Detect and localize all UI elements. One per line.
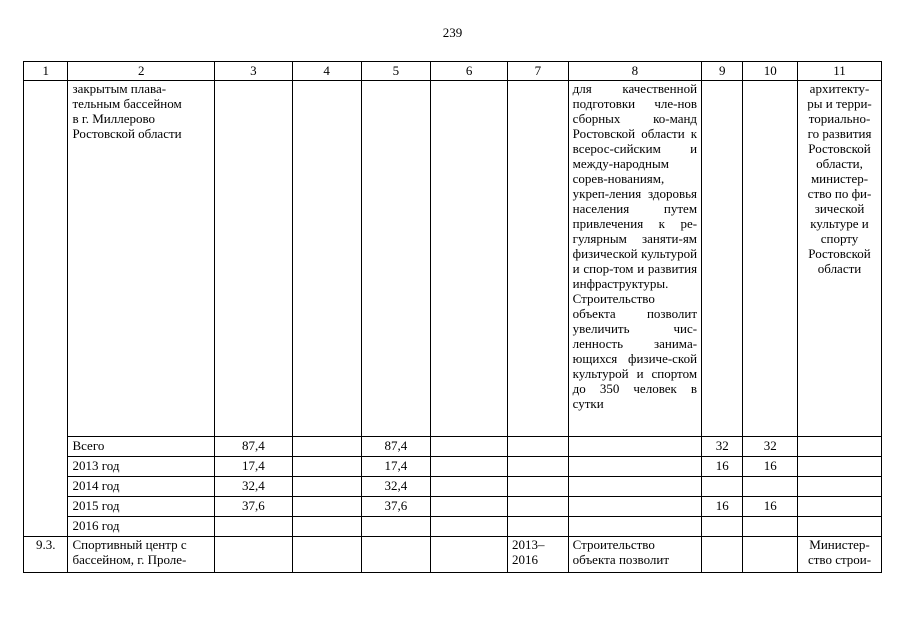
table-row [24,457,882,477]
header-cell-2: 2 [68,62,215,81]
empty-cell [702,81,743,437]
empty-cell [508,517,569,537]
budget-value: 87,4 [361,437,431,457]
page-number: 239 [442,25,463,40]
total-value: 37,6 [214,497,292,517]
header-cell-3: 3 [214,62,292,81]
empty-cell [568,477,701,497]
budget-value: 32,4 [361,477,431,497]
empty-cell [431,477,508,497]
empty-cell [431,81,508,437]
header-cell-9: 9 [702,62,743,81]
description-cell: для качественной подготовки чле-нов сборных ко-манд Ростовской области к всерос-сийским и между-народным сорев-нованиям, укреп-ления здоровья населения путем привлечения к ре-гулярным заняти-ям физической культурой и спор-том и развития инфраструктуры. Строительство объекта позволит увеличить чис-ленность занима-ющихся физиче-ской культурой и спортом до 350 человек в сутки [568,81,701,437]
count-value: 16 [702,497,743,517]
empty-cell [508,497,569,517]
count-value: 16 [702,457,743,477]
program-table [23,61,882,573]
empty-cell [568,517,701,537]
empty-cell [431,437,508,457]
table-row [24,437,882,457]
header-cell-4: 4 [292,62,361,81]
table-row [24,497,882,517]
header-cell-11: 11 [798,62,882,81]
empty-cell [568,457,701,477]
empty-cell [743,81,798,437]
empty-cell [292,437,361,457]
header-cell-5: 5 [361,62,431,81]
responsible-cell: Министер- ство строи- [798,537,882,573]
count-value: 32 [702,437,743,457]
empty-cell [431,497,508,517]
header-cell-8: 8 [568,62,701,81]
empty-cell [214,537,292,573]
empty-cell [292,81,361,437]
total-value: 87,4 [214,437,292,457]
budget-value: 37,6 [361,497,431,517]
empty-cell [214,81,292,437]
table-row [24,537,882,573]
empty-cell [431,537,508,573]
count-value [702,517,743,537]
count-value [702,477,743,497]
empty-cell [508,457,569,477]
header-cell-6: 6 [431,62,508,81]
empty-cell [798,517,882,537]
table-row [24,517,882,537]
period-label: 2015 год [68,497,215,517]
empty-cell [702,537,743,573]
empty-cell [431,457,508,477]
count-value [743,517,798,537]
row-number-cell [24,81,68,537]
empty-cell [292,477,361,497]
budget-value [361,517,431,537]
count-value: 32 [743,437,798,457]
count-value: 16 [743,457,798,477]
empty-cell [292,517,361,537]
period-label: 2016 год [68,517,215,537]
empty-cell [361,537,431,573]
empty-cell [508,437,569,457]
empty-cell [292,497,361,517]
total-value [214,517,292,537]
period-label: 2014 год [68,477,215,497]
term-cell: 2013– 2016 [508,537,569,573]
description-cell: Строительство объекта позволит [568,537,701,573]
empty-cell [568,497,701,517]
empty-cell [508,477,569,497]
period-label: 2013 год [68,457,215,477]
table-row [24,81,882,437]
period-label: Всего [68,437,215,457]
object-name-cell: Спортивный центр с бассейном, г. Проле- [68,537,215,573]
object-name-cell: закрытым плава- тельным бассейном в г. Миллерово Ростовской области [68,81,215,437]
table-row [24,477,882,497]
empty-cell [361,81,431,437]
count-value [743,477,798,497]
row-number-cell: 9.3. [24,537,68,573]
total-value: 32,4 [214,477,292,497]
budget-value: 17,4 [361,457,431,477]
header-cell-7: 7 [508,62,569,81]
empty-cell [798,477,882,497]
count-value: 16 [743,497,798,517]
total-value: 17,4 [214,457,292,477]
empty-cell [292,537,361,573]
empty-cell [743,537,798,573]
empty-cell [292,457,361,477]
empty-cell [568,437,701,457]
empty-cell [798,437,882,457]
empty-cell [798,457,882,477]
header-cell-1: 1 [24,62,68,81]
header-cell-10: 10 [743,62,798,81]
empty-cell [798,497,882,517]
empty-cell [431,517,508,537]
header-row [24,62,882,81]
empty-cell [508,81,569,437]
responsible-cell: архитекту- ры и терри- ториально- го развития Ростовской области, министер- ство по фи- зической культуре и спорту Ростовской области [798,81,882,437]
